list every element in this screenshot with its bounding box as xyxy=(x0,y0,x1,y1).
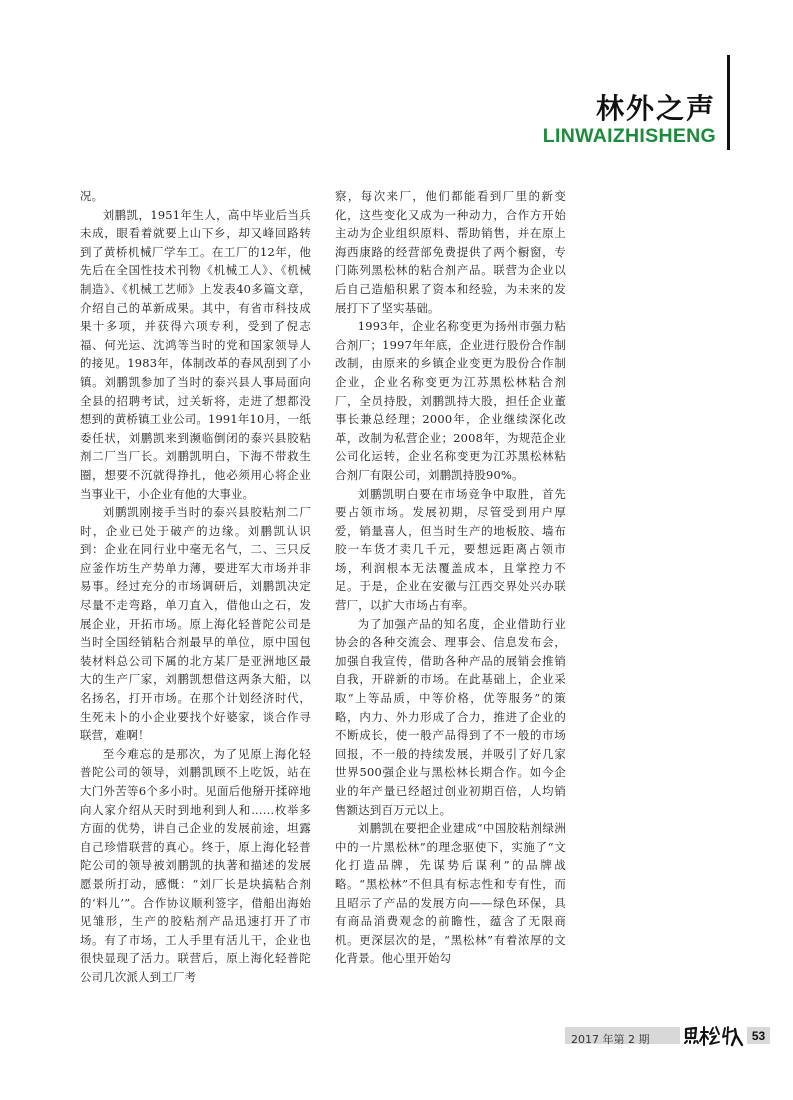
header-vertical-rule xyxy=(727,55,730,150)
paragraph: 1993年，企业名称变更为扬州市强力粘合剂厂；1997年年底，企业进行股份合作制改制，由原来的乡镇企业变更为股份合作制企业，企业名称变更为江苏黑松林粘合剂厂，全员持股，刘鹏凯持大股，担任企业董事长兼总经理；2000年，企业继续深化改革，改制为私营企业；2008年，为规范企业公司化运转，企业名称变更为江苏黑松林粘合剂厂有限公司，刘鹏凯持股90%。 xyxy=(335,319,566,482)
paragraph: 至今难忘的是那次，为了见原上海化轻普陀公司的领导，刘鹏凯顾不上吃饭，站在大门外苦等6个多小时。见面后他掰开揉碎地向人家介绍从天时到地利到人和……枚举多方面的优势，讲自己企业的发展前途，坦露自己珍惜联营的真心。终于，原上海化轻普陀公司的领导被刘鹏凯的执著和描述的发展愿景所打动，感慨：“刘厂长是块搞粘合剂的‘料儿’”。合作协议顺利签字，借船出海始见雏形，生产的胶粘剂产品迅速打开了市场。有了市场，工人手里有活儿干，企业也很快显现了活力。联营后，原上海化轻普陀公司几次派人到工厂考 xyxy=(80,746,311,984)
page-number-box xyxy=(747,1027,770,1044)
section-subtitle: LINWAIZHISHENG xyxy=(542,125,716,147)
magazine-logo-calligraphy xyxy=(683,1024,745,1048)
paragraph: 刘鹏凯刚接手当时的泰兴县胶粘剂二厂时，企业已处于破产的边缘。刘鹏凯认识到：企业在同行业中毫无名气，二、三只反应釜作坊生产势单力薄，要进军大市场并非易事。经过充分的市场调研后，刘鹏凯决定尽量不走弯路，单刀直入，借他山之石，发展企业，开拓市场。原上海化轻普陀公司是当时全国经销粘合剂最早的单位，原中国包装材料总公司下属的北方某厂是亚洲地区最大的生产厂家，刘鹏凯想借这两条大船，以名扬名，打开市场。在那个计划经济时代，生死未卜的小企业要找个好婆家，谈合作寻联营，难啊！ xyxy=(80,505,311,743)
magazine-logo xyxy=(683,1024,745,1048)
page-number: 53 xyxy=(751,1029,766,1043)
page-footer xyxy=(565,1025,770,1048)
paragraph: 刘鹏凯，1951年生人，高中毕业后当兵未成，眼看着就要上山下乡，却又峰回路转到了黄桥机械厂学车工。在工厂的12年，他先后在全国性技术刊物《机械工人》、《机械制造》、《机械工艺师》上发表40多篇文章，介绍自己的革新成果。其中，有省市科技成果十多项，并获得六项专利，受到了倪志福、何光运、沈鸿等当时的党和国家领导人的接见。1983年，体制改革的春风刮到了小镇。刘鹏凯参加了当时的泰兴县人事局面向全县的招聘考试，过关斩将，走进了想都没想到的黄桥镇工业公司。1991年10月，一纸委任状，刘鹏凯来到濒临倒闭的泰兴县胶粘剂二厂当厂长。刘鹏凯明白，下海不带救生圈，想要不沉就得挣扎，他必须用心将企业当事业干，小企业有他的大事业。 xyxy=(80,207,311,501)
paragraph: 刘鹏凯明白要在市场竞争中取胜，首先要占领市场。发展初期，尽管受到用户厚爱，销量喜人，但当时生产的地板胶、墙布胶一车货才卖几千元，要想远距离占领市场，利润根本无法覆盖成本，且掌控力不足。于是，企业在安徽与江西交界处兴办联营厂，以扩大市场占有率。 xyxy=(335,486,566,613)
paragraph: 察，每次来厂，他们都能看到厂里的新变化，这些变化又成为一种动力，合作方开始主动为企业组织原料、帮助销售，并在原上海西康路的经营部免费提供了两个橱窗，专门陈列黑松林的粘合剂产品。联营为企业以后自己造船积累了资本和经验，为未来的发展打下了坚实基础。 xyxy=(335,189,566,315)
left-column xyxy=(80,187,311,987)
paragraph: 刘鹏凯在要把企业建成“中国胶粘剂绿洲中的一片黑松林”的理念驱使下，实施了“文化打造品牌，先谋势后谋利”的品牌战略。“黑松林”不但具有标志性和专有性，而且昭示了产品的发展方向——绿色环保，具有商品消费观念的前瞻性，蕴含了无限商机。更深层次的是，“黑松林”有着浓厚的文化背景。他心里开始勾 xyxy=(335,821,566,966)
section-title: 林外之声 xyxy=(595,92,716,125)
right-column xyxy=(335,187,566,968)
paragraph: 况。 xyxy=(80,189,104,203)
issue-label-box xyxy=(565,1027,680,1044)
paragraph: 为了加强产品的知名度，企业借助行业协会的各种交流会、理事会、信息发布会，加强自我宣传，借助各种产品的展销会推销自我，开辟新的市场。在此基础上，企业采取“上等品质，中等价格，优等服务”的策略，内力、外力形成了合力，推进了企业的不断成长，使一般产品得到了不一般的市场回报，不一般的持续发展，并吸引了好几家世界500强企业与黑松林长期合作。如今企业的年产量已经超过创业初期百倍，人均销售额达到百万元以上。 xyxy=(335,616,566,817)
issue-label: 2017 年第 2 期 xyxy=(571,1033,650,1046)
section-header xyxy=(400,55,730,150)
